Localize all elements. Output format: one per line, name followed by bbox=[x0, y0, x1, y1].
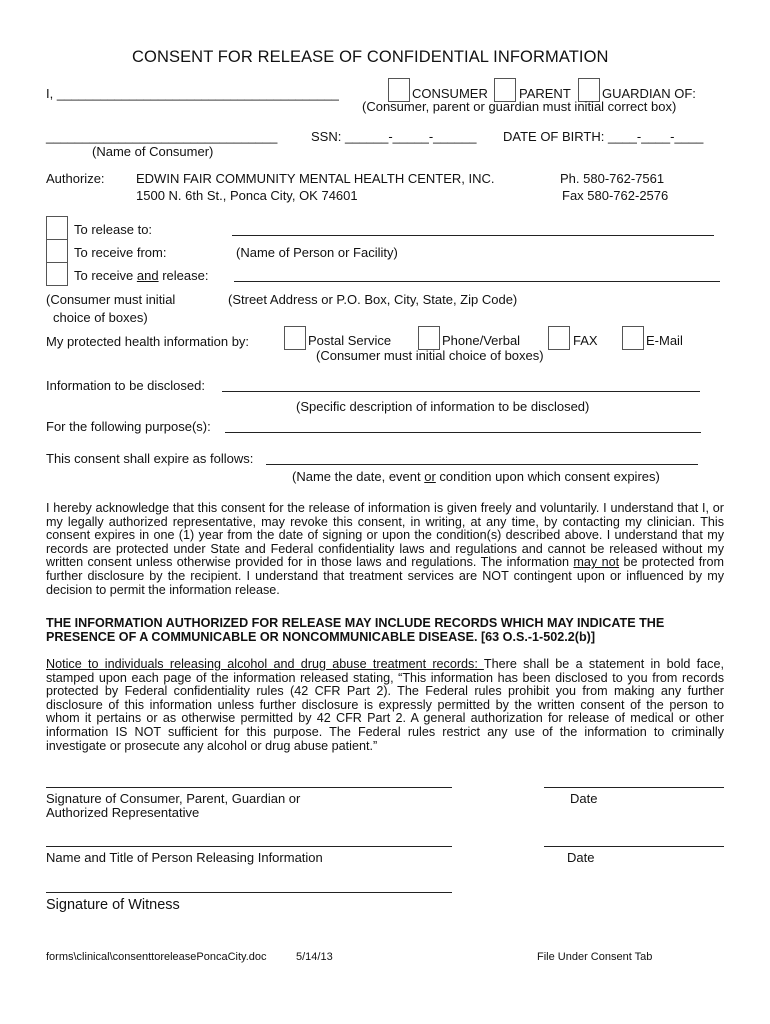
purpose-label: For the following purpose(s): bbox=[46, 419, 211, 434]
release-to-checkbox[interactable] bbox=[46, 216, 68, 240]
address-line[interactable] bbox=[234, 281, 720, 282]
postal-service-label: Postal Service bbox=[308, 333, 392, 348]
fax-checkbox[interactable] bbox=[548, 326, 570, 350]
authorize-label: Authorize: bbox=[46, 171, 105, 186]
consumer-signature-line[interactable] bbox=[46, 787, 452, 788]
consumer-name-caption: (Name of Consumer) bbox=[92, 144, 214, 159]
receive-from-checkbox[interactable] bbox=[46, 239, 68, 263]
person-facility-caption: (Name of Person or Facility) bbox=[236, 245, 398, 260]
disease-warning: THE INFORMATION AUTHORIZED FOR RELEASE MAY INCLUDE RECORDS WHICH MAY INDICATE THE PRESENCE OF A COMMUNICABLE OR NONCOMMUNICABLE DISEASE. [63 O.S.-1-502.2(b)] bbox=[46, 616, 665, 644]
must-initial-note-2: choice of boxes) bbox=[53, 310, 148, 325]
organization-phone: Ph. 580-762-7561 bbox=[560, 171, 665, 186]
consenter-name-field[interactable]: I, _______________________________________ bbox=[46, 86, 339, 101]
parent-label: PARENT bbox=[519, 86, 571, 101]
must-initial-note-1: (Consumer must initial bbox=[46, 292, 176, 307]
phi-method-note: (Consumer must initial choice of boxes) bbox=[316, 348, 544, 363]
email-label: E-Mail bbox=[646, 333, 683, 348]
date1-line[interactable] bbox=[544, 787, 724, 788]
consumer-label: CONSUMER bbox=[412, 86, 488, 101]
date2-line[interactable] bbox=[544, 846, 724, 847]
releaser-label: Name and Title of Person Releasing Information bbox=[46, 850, 323, 865]
information-line[interactable] bbox=[222, 391, 700, 392]
alcohol-drug-notice: Notice to individuals releasing alcohol and drug abuse treatment records: There shall be a statement in bold face, stamped upon each page of the information released stating, “This information has been disclosed to you from records protected by Federal confidentiality rules (42 CFR Part 2). The Federal rules prohibit you from making any further disclosure of this information unless further disclosure is expressly permitted by the written consent of the person to whom it pertains or as otherwise permitted by 42 CFR Part 2. A general authorization for release of medical or other information IS NOT sufficient for this purpose. The Federal rules restrict any use of the information to criminally investigate or prosecute any alcohol or drug abuse patient.” bbox=[46, 657, 724, 753]
purpose-line[interactable] bbox=[225, 432, 701, 433]
receive-and-release-label: To receive and release: bbox=[74, 268, 209, 283]
phi-method-label: My protected health information by: bbox=[46, 334, 250, 349]
organization-name: EDWIN FAIR COMMUNITY MENTAL HEALTH CENTER, INC. bbox=[136, 171, 495, 186]
expire-caption: (Name the date, event or condition upon which consent expires) bbox=[292, 469, 660, 484]
footer-tab-note: File Under Consent Tab bbox=[537, 951, 653, 963]
address-caption: (Street Address or P.O. Box, City, State, Zip Code) bbox=[228, 292, 518, 307]
receive-and-release-checkbox[interactable] bbox=[46, 262, 68, 286]
organization-address: 1500 N. 6th St., Ponca City, OK 74601 bbox=[136, 188, 358, 203]
date1-label: Date bbox=[570, 791, 598, 806]
phone-verbal-label: Phone/Verbal bbox=[442, 333, 521, 348]
fax-label: FAX bbox=[573, 333, 598, 348]
footer-file-path: forms\clinical\consenttoreleasePoncaCity.doc bbox=[46, 951, 267, 963]
witness-label: Signature of Witness bbox=[46, 897, 180, 913]
consumer-signature-label-2: Authorized Representative bbox=[46, 805, 200, 820]
initial-note: (Consumer, parent or guardian must initial correct box) bbox=[362, 99, 677, 114]
releaser-line[interactable] bbox=[46, 846, 452, 847]
form-title: CONSENT FOR RELEASE OF CONFIDENTIAL INFORMATION bbox=[132, 48, 609, 66]
release-to-line[interactable] bbox=[232, 235, 714, 236]
phone-verbal-checkbox[interactable] bbox=[418, 326, 440, 350]
information-caption: (Specific description of information to be disclosed) bbox=[296, 399, 590, 414]
expire-label: This consent shall expire as follows: bbox=[46, 451, 254, 466]
consumer-signature-label-1: Signature of Consumer, Parent, Guardian or bbox=[46, 791, 301, 806]
footer-date: 5/14/13 bbox=[296, 951, 333, 963]
consumer-name-blank[interactable]: ________________________________ bbox=[46, 129, 278, 144]
dob-field[interactable]: DATE OF BIRTH: ____-____-____ bbox=[503, 129, 704, 144]
expire-line[interactable] bbox=[266, 464, 698, 465]
release-to-label: To release to: bbox=[74, 222, 153, 237]
postal-service-checkbox[interactable] bbox=[284, 326, 306, 350]
witness-line[interactable] bbox=[46, 892, 452, 893]
guardian-label: GUARDIAN OF: bbox=[602, 86, 696, 101]
receive-from-label: To receive from: bbox=[74, 245, 167, 260]
acknowledgement-paragraph: I hereby acknowledge that this consent for the release of information is given freely and voluntarily. I understand that I, or my legally authorized representative, may revoke this consent, in writing, at any time, by contacting my clinician. This consent expires in one (1) year from the date of signing or upon the condition(s) described above. I understand that my records are protected under State and Federal confidentiality laws and regulations and cannot be released without my written consent unless otherwise provided for in those laws and regulations. The information may not be protected from further disclosure by the recipient. I understand that treatment services are NOT contingent upon or influenced by my decision to permit the information release. bbox=[46, 501, 724, 597]
organization-fax: Fax 580-762-2576 bbox=[562, 188, 669, 203]
information-label: Information to be disclosed: bbox=[46, 378, 205, 393]
email-checkbox[interactable] bbox=[622, 326, 644, 350]
ssn-field[interactable]: SSN: ______-_____-______ bbox=[311, 129, 477, 144]
date2-label: Date bbox=[567, 850, 595, 865]
